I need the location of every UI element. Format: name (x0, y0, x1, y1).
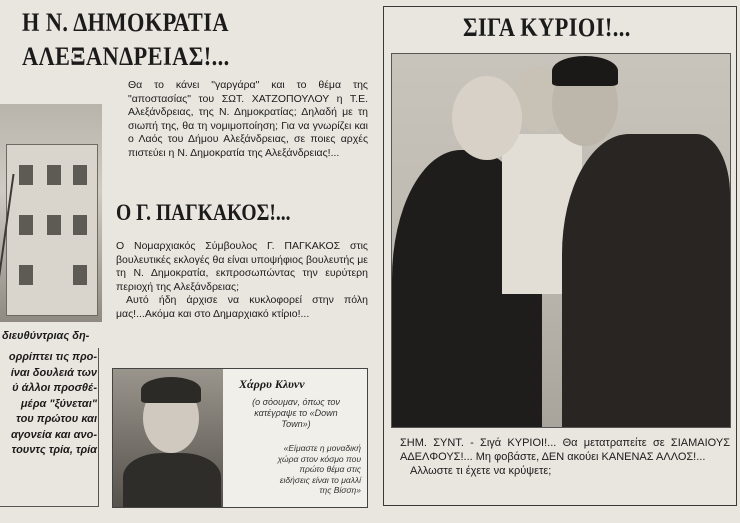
main-photo (391, 53, 731, 428)
left-headline-line2: ΑΛΕΞΑΝΔΡΕΙΑΣ!... (22, 42, 230, 71)
portrait-quote: «Είμαστε η μοναδική χώρα στον κόσμο που πρώτο θέμα στις ειδήσεις είναι το μαλλί της Βίσση» (277, 443, 361, 495)
person-right-body (562, 134, 730, 428)
building-photo (0, 104, 102, 322)
person-right-hair (552, 56, 618, 86)
left-headline-line1: Η Ν. ΔΗΜΟΚΡΑΤΙΑ (22, 8, 229, 37)
right-photo-caption (400, 436, 730, 478)
left-article-body: Θα το κάνει "γαργάρα" και το θέμα της "αποστασίας" του ΣΩΤ. ΧΑΤΖΟΠΟΥΛΟΥ η Τ.Ε. Αλεξάνδρειας, της Ν. Δημοκρατίας; Δηλαδή με τη σιωπή της, θα τη νομιμοποίηση; Για να γνωρίζει και ο Λαός του Δήμου Αλεξάνδρειας, σε ποιες αρχές πιστεύει η Ν. Δημοκρατία της Αλεξάνδρειας!... (128, 79, 368, 159)
portrait-name: Χάρρυ Κλυνν (239, 377, 305, 391)
second-article-paragraph-1: Ο Νομαρχιακός Σύμβουλος Γ. ΠΑΓΚΑΚΟΣ στις βουλευτικές εκλογές θα είναι υποψήφιος βουλευτής με τη Ν. Δημοκρατία, εκπροσωπώντας την ευρύτερη περιοχή της Αλεξάνδρειας; (116, 240, 368, 293)
right-caption-text: ΣΗΜ. ΣΥΝΤ. - Σιγά ΚΥΡΙΟΙ!... Θα μετατραπείτε σε ΣΙΑΜΑΙΟΥΣ ΑΔΕΛΦΟΥΣ!... Μη φοβάστε, ΔΕΝ ακούει ΚΑΝΕΝΑΣ ΑΛΛΟΣ!... (400, 437, 730, 463)
second-article-paragraph-2: Αυτό ήδη άρχισε να κυκλοφορεί στην πόλη μας!...Ακόμα και στο Δημαρχιακό κτίριο!... (116, 294, 368, 320)
left-headline (22, 6, 314, 74)
portrait-photo (113, 369, 223, 507)
portrait-description: (ο σόουμαν, όπως τον κατέγραψε το «Down Town») (252, 397, 340, 429)
second-headline: Ο Γ. ΠΑΓΚΑΚΟΣ!... (116, 200, 291, 225)
second-article-body (116, 240, 368, 321)
person-left-head (452, 76, 522, 160)
left-column-text: ορρίπτει τις προ- ίναι δουλειά των ύ άλλοι προσθέ- μέρα "ξύνεται" του πρώτου και αγονεία και ανο- τουντς τρία, τρία (8, 351, 97, 456)
right-caption-last: Αλλωστε τι έχετε να κρύψετε; (410, 465, 552, 477)
right-headline: ΣΙΓΑ ΚΥΡΙΟΙ!... (463, 13, 631, 42)
left-photo-caption: διευθύντριας δη- (2, 330, 90, 342)
portrait-box (112, 368, 368, 508)
